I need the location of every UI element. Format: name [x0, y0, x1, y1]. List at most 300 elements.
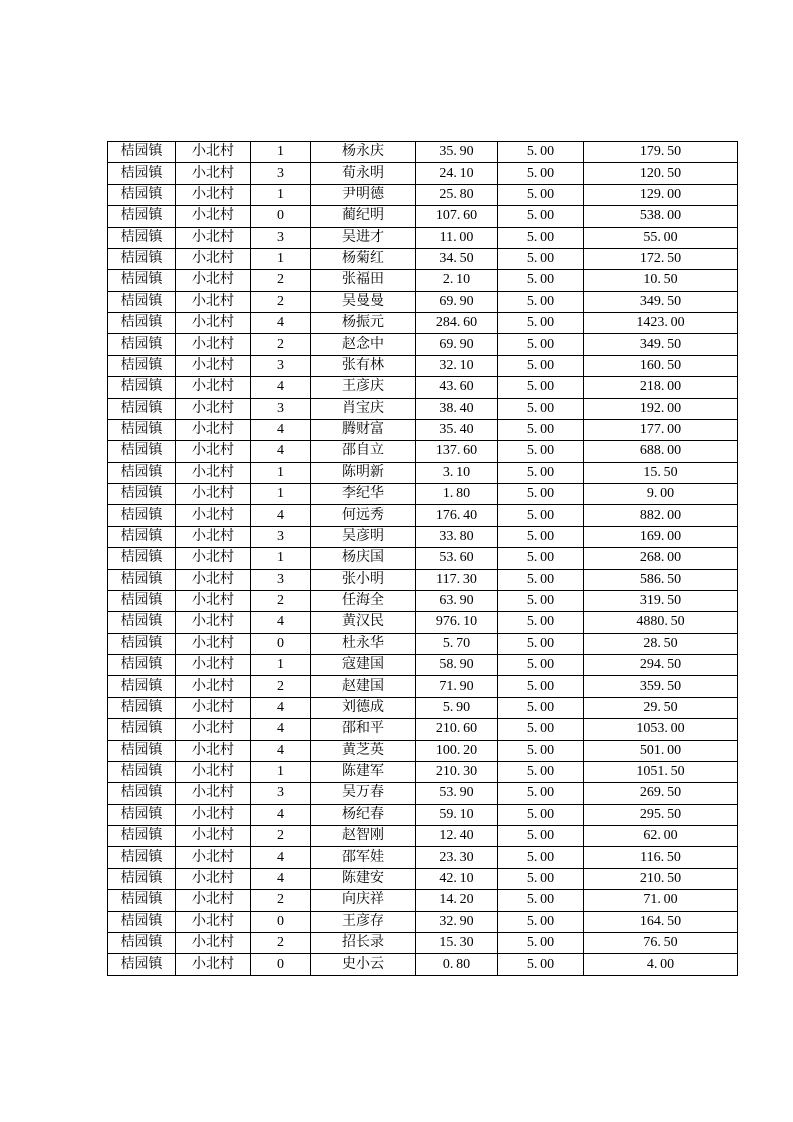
cell-village: 小北村: [176, 526, 251, 547]
cell-town: 桔园镇: [108, 590, 176, 611]
cell-town: 桔园镇: [108, 761, 176, 782]
cell-rate: 5. 00: [498, 590, 584, 611]
cell-name: 任海全: [311, 590, 416, 611]
cell-village: 小北村: [176, 163, 251, 184]
table-row: [108, 740, 738, 761]
cell-code: 4: [251, 505, 311, 526]
cell-town: 桔园镇: [108, 697, 176, 718]
cell-town: 桔园镇: [108, 291, 176, 312]
cell-town: 桔园镇: [108, 462, 176, 483]
cell-name: 张有林: [311, 355, 416, 376]
cell-rate: 5. 00: [498, 526, 584, 547]
cell-town: 桔园镇: [108, 248, 176, 269]
cell-code: 0: [251, 633, 311, 654]
cell-code: 1: [251, 184, 311, 205]
cell-code: 0: [251, 954, 311, 976]
cell-code: 3: [251, 163, 311, 184]
cell-code: 0: [251, 206, 311, 227]
cell-village: 小北村: [176, 697, 251, 718]
cell-name: 黄芝英: [311, 740, 416, 761]
table-row: [108, 163, 738, 184]
table-row: [108, 569, 738, 590]
cell-total: 586. 50: [584, 569, 738, 590]
cell-rate: 5. 00: [498, 142, 584, 163]
cell-name: 寇建国: [311, 655, 416, 676]
cell-total: 71. 00: [584, 890, 738, 911]
cell-quantity: 42. 10: [416, 868, 498, 889]
cell-town: 桔园镇: [108, 804, 176, 825]
cell-total: 116. 50: [584, 847, 738, 868]
cell-village: 小北村: [176, 847, 251, 868]
cell-rate: 5. 00: [498, 761, 584, 782]
cell-quantity: 32. 90: [416, 911, 498, 932]
table-row: [108, 142, 738, 163]
cell-code: 2: [251, 334, 311, 355]
cell-village: 小北村: [176, 505, 251, 526]
cell-code: 2: [251, 932, 311, 953]
cell-name: 招长录: [311, 932, 416, 953]
cell-name: 刘德成: [311, 697, 416, 718]
cell-quantity: 1. 80: [416, 484, 498, 505]
cell-town: 桔园镇: [108, 783, 176, 804]
cell-rate: 5. 00: [498, 313, 584, 334]
cell-name: 腾财富: [311, 419, 416, 440]
cell-town: 桔园镇: [108, 569, 176, 590]
cell-town: 桔园镇: [108, 313, 176, 334]
cell-code: 4: [251, 719, 311, 740]
cell-code: 4: [251, 612, 311, 633]
cell-rate: 5. 00: [498, 441, 584, 462]
cell-village: 小北村: [176, 911, 251, 932]
cell-total: 169. 00: [584, 526, 738, 547]
cell-town: 桔园镇: [108, 227, 176, 248]
cell-rate: 5. 00: [498, 419, 584, 440]
cell-total: 294. 50: [584, 655, 738, 676]
cell-rate: 5. 00: [498, 826, 584, 847]
cell-town: 桔园镇: [108, 719, 176, 740]
cell-total: 76. 50: [584, 932, 738, 953]
cell-total: 359. 50: [584, 676, 738, 697]
cell-rate: 5. 00: [498, 783, 584, 804]
cell-quantity: 32. 10: [416, 355, 498, 376]
cell-village: 小北村: [176, 248, 251, 269]
cell-name: 史小云: [311, 954, 416, 976]
cell-town: 桔园镇: [108, 911, 176, 932]
cell-village: 小北村: [176, 676, 251, 697]
table-row: [108, 826, 738, 847]
cell-name: 蔺纪明: [311, 206, 416, 227]
cell-town: 桔园镇: [108, 441, 176, 462]
cell-name: 杨菊红: [311, 248, 416, 269]
cell-total: 538. 00: [584, 206, 738, 227]
cell-name: 杜永华: [311, 633, 416, 654]
cell-total: 10. 50: [584, 270, 738, 291]
cell-quantity: 38. 40: [416, 398, 498, 419]
cell-quantity: 53. 90: [416, 783, 498, 804]
cell-quantity: 63. 90: [416, 590, 498, 611]
table-row: [108, 419, 738, 440]
cell-rate: 5. 00: [498, 569, 584, 590]
cell-village: 小北村: [176, 932, 251, 953]
table-row: [108, 633, 738, 654]
cell-town: 桔园镇: [108, 954, 176, 976]
cell-town: 桔园镇: [108, 484, 176, 505]
cell-name: 吴曼曼: [311, 291, 416, 312]
cell-total: 210. 50: [584, 868, 738, 889]
cell-quantity: 69. 90: [416, 334, 498, 355]
cell-total: 129. 00: [584, 184, 738, 205]
cell-total: 295. 50: [584, 804, 738, 825]
cell-town: 桔园镇: [108, 612, 176, 633]
cell-rate: 5. 00: [498, 847, 584, 868]
cell-name: 杨庆国: [311, 548, 416, 569]
cell-village: 小北村: [176, 569, 251, 590]
cell-village: 小北村: [176, 398, 251, 419]
cell-rate: 5. 00: [498, 932, 584, 953]
cell-total: 192. 00: [584, 398, 738, 419]
cell-total: 4880. 50: [584, 612, 738, 633]
cell-quantity: 100. 20: [416, 740, 498, 761]
table-row: [108, 932, 738, 953]
cell-name: 向庆祥: [311, 890, 416, 911]
cell-rate: 5. 00: [498, 377, 584, 398]
table-row: [108, 270, 738, 291]
table-row: [108, 334, 738, 355]
cell-name: 王彦庆: [311, 377, 416, 398]
cell-rate: 5. 00: [498, 227, 584, 248]
cell-village: 小北村: [176, 868, 251, 889]
cell-town: 桔园镇: [108, 676, 176, 697]
cell-rate: 5. 00: [498, 484, 584, 505]
cell-code: 4: [251, 740, 311, 761]
cell-town: 桔园镇: [108, 270, 176, 291]
cell-quantity: 5. 70: [416, 633, 498, 654]
cell-total: 179. 50: [584, 142, 738, 163]
cell-village: 小北村: [176, 227, 251, 248]
table-row: [108, 313, 738, 334]
cell-quantity: 137. 60: [416, 441, 498, 462]
cell-name: 杨振元: [311, 313, 416, 334]
cell-village: 小北村: [176, 548, 251, 569]
cell-name: 邵自立: [311, 441, 416, 462]
cell-code: 3: [251, 783, 311, 804]
cell-quantity: 71. 90: [416, 676, 498, 697]
cell-rate: 5. 00: [498, 398, 584, 419]
cell-name: 赵智刚: [311, 826, 416, 847]
table-row: [108, 890, 738, 911]
cell-village: 小北村: [176, 633, 251, 654]
cell-village: 小北村: [176, 291, 251, 312]
cell-village: 小北村: [176, 441, 251, 462]
cell-quantity: 3. 10: [416, 462, 498, 483]
table-row: [108, 847, 738, 868]
cell-village: 小北村: [176, 142, 251, 163]
cell-quantity: 35. 40: [416, 419, 498, 440]
cell-rate: 5. 00: [498, 804, 584, 825]
cell-town: 桔园镇: [108, 847, 176, 868]
cell-rate: 5. 00: [498, 676, 584, 697]
cell-name: 赵念中: [311, 334, 416, 355]
cell-total: 160. 50: [584, 355, 738, 376]
table-row: [108, 355, 738, 376]
cell-total: 501. 00: [584, 740, 738, 761]
table-row: [108, 505, 738, 526]
cell-quantity: 23. 30: [416, 847, 498, 868]
cell-village: 小北村: [176, 783, 251, 804]
cell-code: 4: [251, 377, 311, 398]
cell-quantity: 34. 50: [416, 248, 498, 269]
cell-total: 15. 50: [584, 462, 738, 483]
cell-code: 1: [251, 761, 311, 782]
cell-village: 小北村: [176, 313, 251, 334]
cell-name: 黄汉民: [311, 612, 416, 633]
cell-town: 桔园镇: [108, 826, 176, 847]
cell-code: 2: [251, 291, 311, 312]
cell-code: 2: [251, 890, 311, 911]
table-row: [108, 868, 738, 889]
cell-name: 杨永庆: [311, 142, 416, 163]
cell-quantity: 33. 80: [416, 526, 498, 547]
cell-code: 3: [251, 569, 311, 590]
table-row: [108, 761, 738, 782]
cell-quantity: 210. 30: [416, 761, 498, 782]
cell-name: 李纪华: [311, 484, 416, 505]
cell-quantity: 14. 20: [416, 890, 498, 911]
cell-name: 陈建安: [311, 868, 416, 889]
cell-village: 小北村: [176, 826, 251, 847]
cell-village: 小北村: [176, 206, 251, 227]
cell-total: 218. 00: [584, 377, 738, 398]
cell-name: 吴进才: [311, 227, 416, 248]
cell-rate: 5. 00: [498, 462, 584, 483]
cell-village: 小北村: [176, 334, 251, 355]
table-body: [108, 142, 738, 976]
cell-quantity: 5. 90: [416, 697, 498, 718]
cell-code: 0: [251, 911, 311, 932]
cell-total: 268. 00: [584, 548, 738, 569]
table-row: [108, 184, 738, 205]
cell-rate: 5. 00: [498, 206, 584, 227]
table-row: [108, 655, 738, 676]
cell-rate: 5. 00: [498, 719, 584, 740]
cell-total: 882. 00: [584, 505, 738, 526]
cell-town: 桔园镇: [108, 142, 176, 163]
cell-name: 邵军娃: [311, 847, 416, 868]
table-row: [108, 462, 738, 483]
cell-rate: 5. 00: [498, 911, 584, 932]
cell-total: 688. 00: [584, 441, 738, 462]
cell-code: 1: [251, 462, 311, 483]
cell-town: 桔园镇: [108, 505, 176, 526]
cell-village: 小北村: [176, 804, 251, 825]
cell-total: 28. 50: [584, 633, 738, 654]
cell-code: 3: [251, 526, 311, 547]
cell-town: 桔园镇: [108, 398, 176, 419]
cell-village: 小北村: [176, 719, 251, 740]
cell-name: 尹明德: [311, 184, 416, 205]
table-row: [108, 441, 738, 462]
cell-total: 164. 50: [584, 911, 738, 932]
cell-total: 319. 50: [584, 590, 738, 611]
cell-village: 小北村: [176, 355, 251, 376]
cell-quantity: 59. 10: [416, 804, 498, 825]
cell-code: 1: [251, 548, 311, 569]
cell-rate: 5. 00: [498, 633, 584, 654]
data-table: [107, 141, 738, 976]
cell-total: 349. 50: [584, 291, 738, 312]
cell-quantity: 117. 30: [416, 569, 498, 590]
cell-code: 4: [251, 441, 311, 462]
cell-name: 张小明: [311, 569, 416, 590]
cell-total: 172. 50: [584, 248, 738, 269]
cell-rate: 5. 00: [498, 184, 584, 205]
cell-name: 荀永明: [311, 163, 416, 184]
cell-total: 29. 50: [584, 697, 738, 718]
cell-rate: 5. 00: [498, 163, 584, 184]
table-row: [108, 612, 738, 633]
cell-rate: 5. 00: [498, 954, 584, 976]
cell-name: 吴彦明: [311, 526, 416, 547]
table-row: [108, 954, 738, 976]
cell-quantity: 25. 80: [416, 184, 498, 205]
cell-rate: 5. 00: [498, 548, 584, 569]
cell-town: 桔园镇: [108, 419, 176, 440]
cell-name: 邵和平: [311, 719, 416, 740]
cell-village: 小北村: [176, 761, 251, 782]
table-row: [108, 248, 738, 269]
cell-total: 55. 00: [584, 227, 738, 248]
cell-town: 桔园镇: [108, 868, 176, 889]
cell-rate: 5. 00: [498, 355, 584, 376]
table-row: [108, 590, 738, 611]
cell-total: 62. 00: [584, 826, 738, 847]
cell-name: 陈明新: [311, 462, 416, 483]
cell-quantity: 12. 40: [416, 826, 498, 847]
cell-quantity: 53. 60: [416, 548, 498, 569]
cell-rate: 5. 00: [498, 248, 584, 269]
cell-code: 3: [251, 355, 311, 376]
table-row: [108, 911, 738, 932]
cell-code: 3: [251, 398, 311, 419]
table-row: [108, 783, 738, 804]
cell-quantity: 0. 80: [416, 954, 498, 976]
table-row: [108, 291, 738, 312]
table-row: [108, 206, 738, 227]
cell-quantity: 35. 90: [416, 142, 498, 163]
cell-total: 1423. 00: [584, 313, 738, 334]
cell-name: 陈建军: [311, 761, 416, 782]
cell-rate: 5. 00: [498, 505, 584, 526]
cell-rate: 5. 00: [498, 697, 584, 718]
cell-total: 349. 50: [584, 334, 738, 355]
cell-total: 4. 00: [584, 954, 738, 976]
cell-name: 张福田: [311, 270, 416, 291]
cell-name: 赵建国: [311, 676, 416, 697]
cell-village: 小北村: [176, 954, 251, 976]
cell-code: 4: [251, 419, 311, 440]
cell-rate: 5. 00: [498, 740, 584, 761]
cell-rate: 5. 00: [498, 868, 584, 889]
cell-town: 桔园镇: [108, 932, 176, 953]
cell-code: 4: [251, 868, 311, 889]
cell-quantity: 107. 60: [416, 206, 498, 227]
cell-quantity: 284. 60: [416, 313, 498, 334]
cell-town: 桔园镇: [108, 163, 176, 184]
cell-code: 4: [251, 847, 311, 868]
cell-village: 小北村: [176, 612, 251, 633]
cell-town: 桔园镇: [108, 633, 176, 654]
cell-quantity: 11. 00: [416, 227, 498, 248]
table-row: [108, 484, 738, 505]
cell-total: 120. 50: [584, 163, 738, 184]
cell-quantity: 58. 90: [416, 655, 498, 676]
table-row: [108, 526, 738, 547]
table-row: [108, 719, 738, 740]
cell-village: 小北村: [176, 270, 251, 291]
cell-town: 桔园镇: [108, 655, 176, 676]
cell-name: 杨纪春: [311, 804, 416, 825]
cell-quantity: 976. 10: [416, 612, 498, 633]
cell-town: 桔园镇: [108, 548, 176, 569]
cell-village: 小北村: [176, 740, 251, 761]
cell-code: 2: [251, 826, 311, 847]
cell-village: 小北村: [176, 484, 251, 505]
cell-code: 4: [251, 804, 311, 825]
table-row: [108, 398, 738, 419]
cell-town: 桔园镇: [108, 355, 176, 376]
cell-quantity: 2. 10: [416, 270, 498, 291]
cell-code: 2: [251, 676, 311, 697]
cell-quantity: 43. 60: [416, 377, 498, 398]
cell-town: 桔园镇: [108, 890, 176, 911]
cell-total: 177. 00: [584, 419, 738, 440]
cell-town: 桔园镇: [108, 740, 176, 761]
cell-quantity: 210. 60: [416, 719, 498, 740]
cell-name: 吴万春: [311, 783, 416, 804]
cell-village: 小北村: [176, 655, 251, 676]
cell-town: 桔园镇: [108, 377, 176, 398]
cell-village: 小北村: [176, 419, 251, 440]
cell-town: 桔园镇: [108, 206, 176, 227]
cell-quantity: 176. 40: [416, 505, 498, 526]
cell-rate: 5. 00: [498, 612, 584, 633]
cell-rate: 5. 00: [498, 890, 584, 911]
table-row: [108, 227, 738, 248]
cell-code: 4: [251, 697, 311, 718]
cell-code: 1: [251, 484, 311, 505]
cell-total: 9. 00: [584, 484, 738, 505]
cell-code: 1: [251, 248, 311, 269]
cell-name: 何远秀: [311, 505, 416, 526]
cell-code: 2: [251, 590, 311, 611]
cell-code: 1: [251, 655, 311, 676]
cell-rate: 5. 00: [498, 291, 584, 312]
cell-code: 2: [251, 270, 311, 291]
cell-village: 小北村: [176, 890, 251, 911]
cell-total: 1053. 00: [584, 719, 738, 740]
table-row: [108, 697, 738, 718]
cell-name: 王彦存: [311, 911, 416, 932]
table-row: [108, 377, 738, 398]
cell-code: 3: [251, 227, 311, 248]
table-row: [108, 676, 738, 697]
cell-quantity: 24. 10: [416, 163, 498, 184]
cell-village: 小北村: [176, 377, 251, 398]
cell-total: 269. 50: [584, 783, 738, 804]
cell-village: 小北村: [176, 462, 251, 483]
cell-rate: 5. 00: [498, 334, 584, 355]
cell-rate: 5. 00: [498, 270, 584, 291]
